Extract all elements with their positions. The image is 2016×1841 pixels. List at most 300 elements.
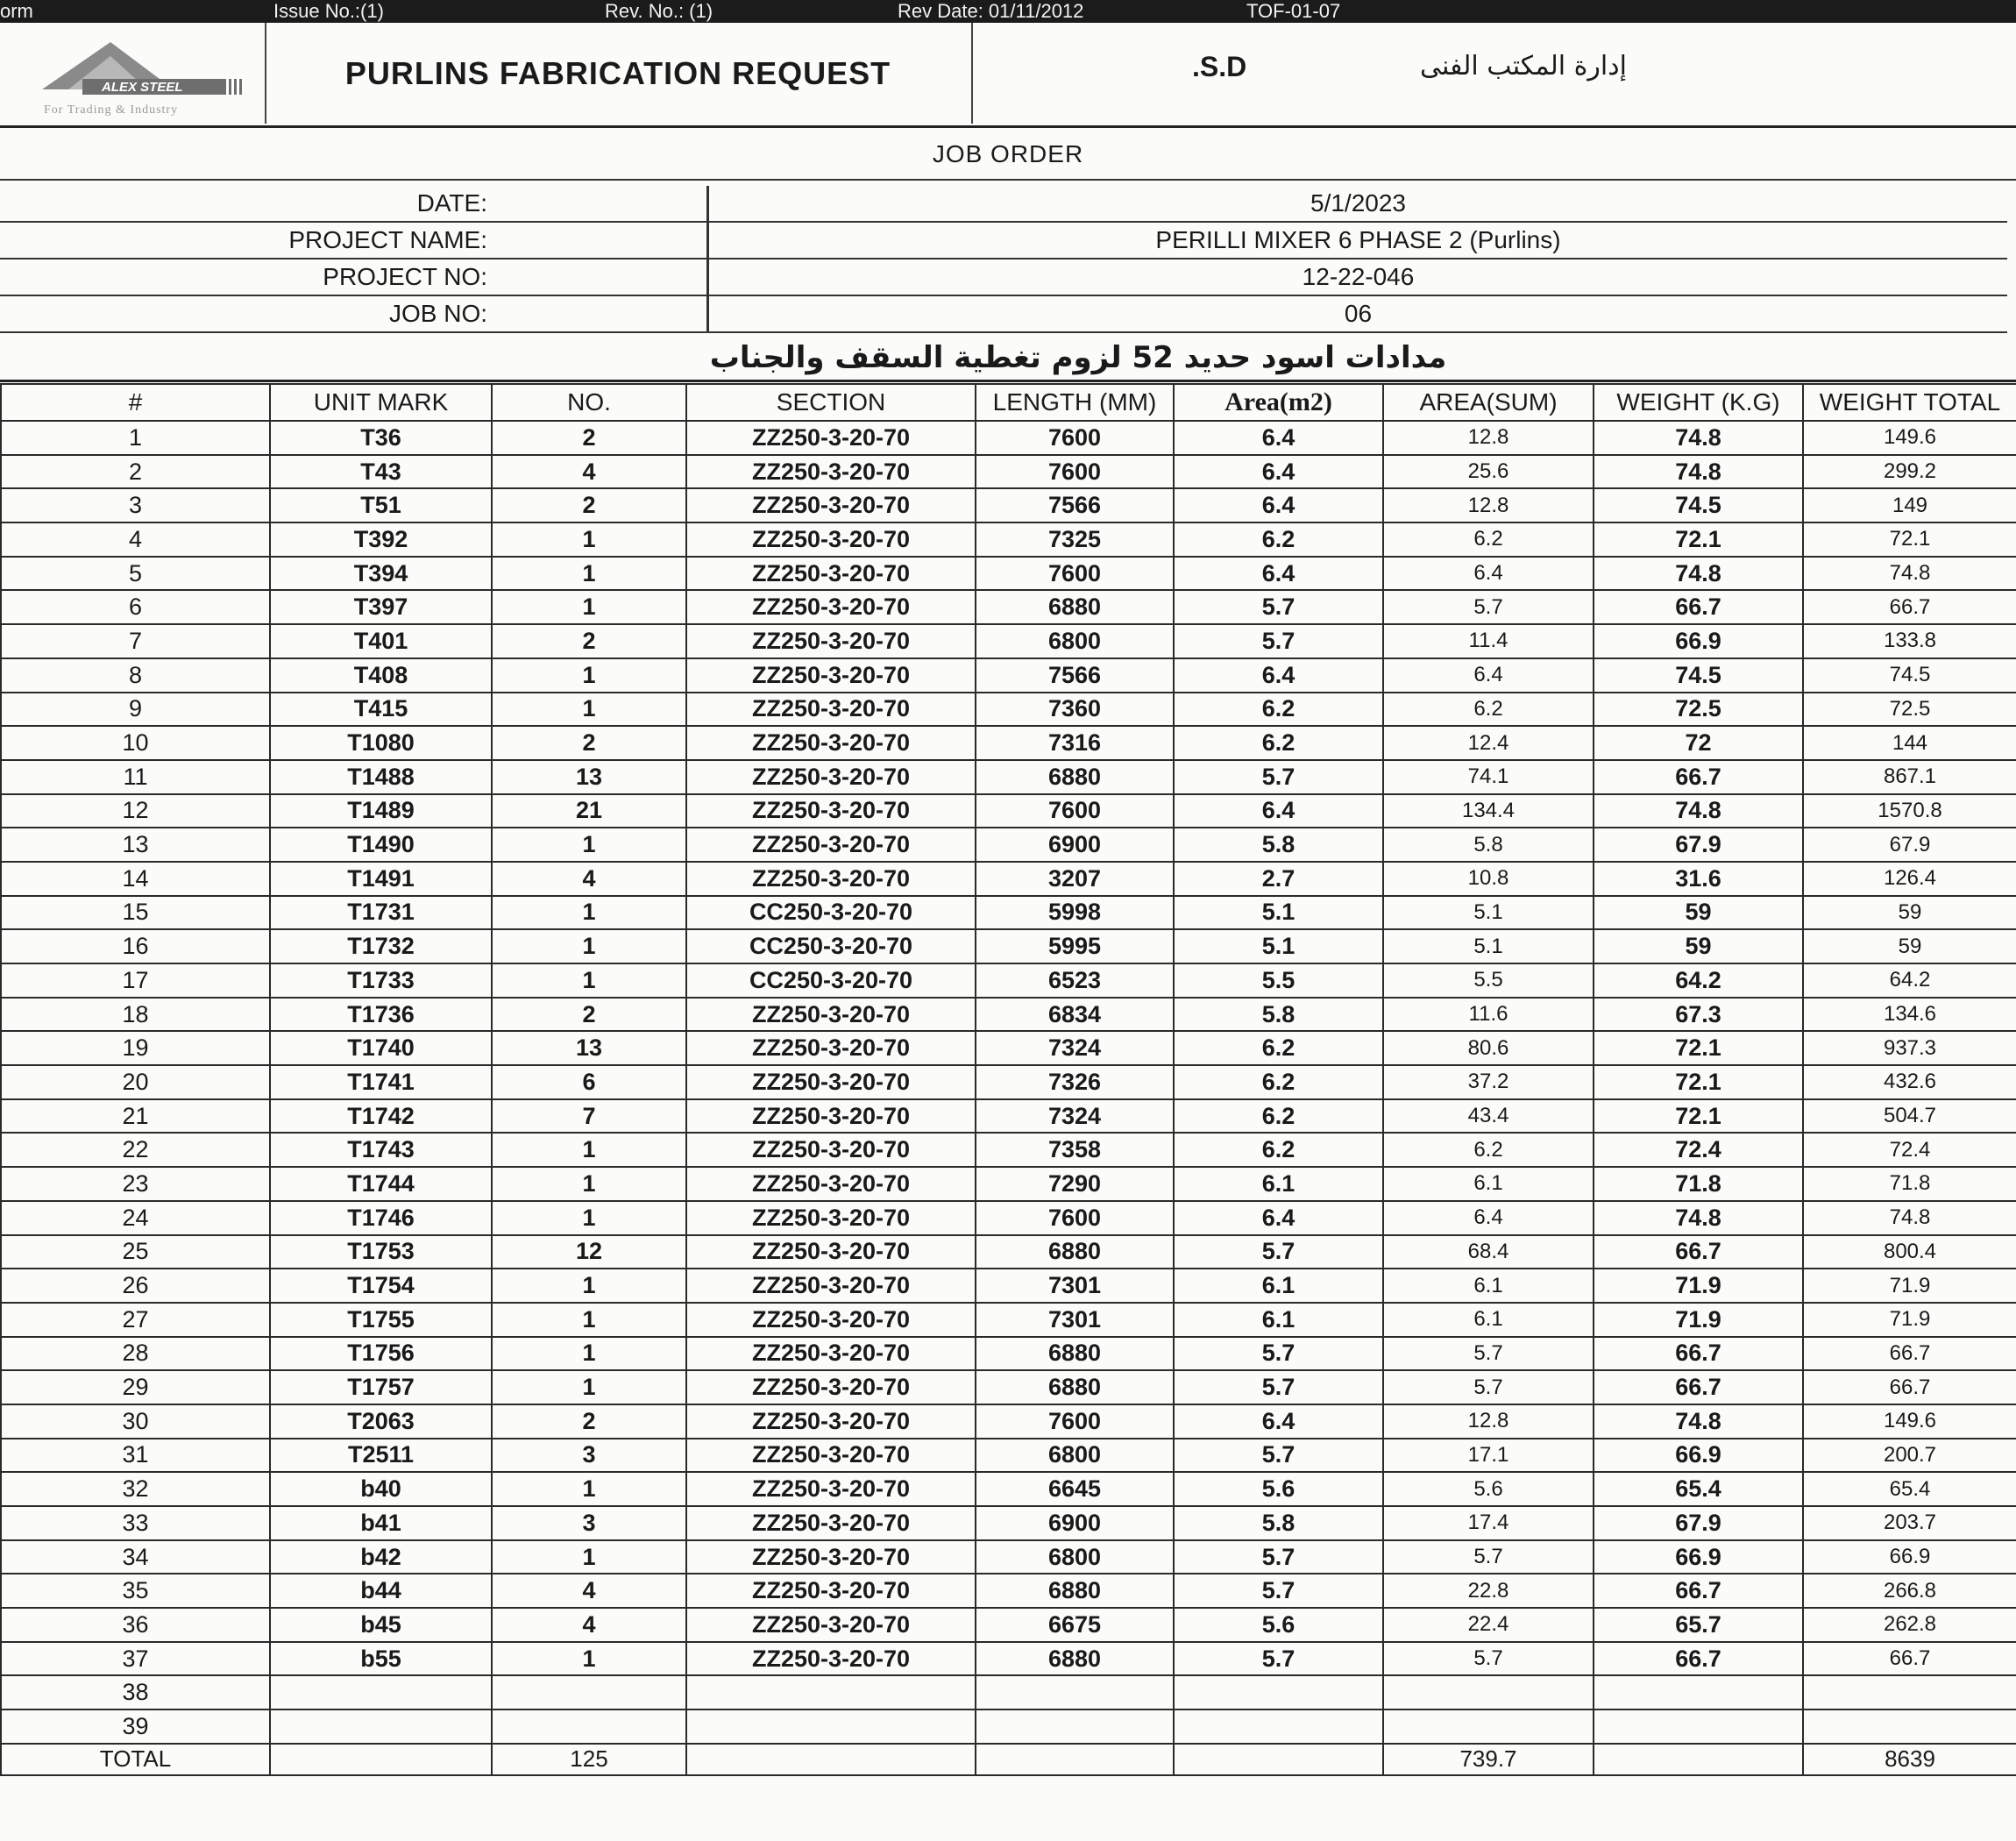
area-m2-cell: 6.4 [1174, 421, 1383, 455]
section-cell [686, 1675, 976, 1710]
table-row [1, 963, 2016, 998]
quantity-cell: 2 [492, 998, 686, 1032]
row-number-cell: 23 [1, 1167, 270, 1201]
total-cell [686, 1744, 976, 1775]
weight-total-cell: 74.8 [1803, 1201, 2016, 1235]
length-mm-cell: 7566 [976, 488, 1174, 522]
row-number-cell: 17 [1, 963, 270, 998]
area-sum-cell: 6.1 [1383, 1303, 1594, 1337]
section-cell: ZZ250-3-20-70 [686, 1235, 976, 1269]
weight-kg-cell: 74.8 [1594, 794, 1803, 828]
area-sum-cell: 12.8 [1383, 1404, 1594, 1439]
section-cell: ZZ250-3-20-70 [686, 1540, 976, 1574]
area-sum-cell: 22.4 [1383, 1608, 1594, 1642]
revision-number: Rev. No.: (1) [605, 0, 713, 22]
unit-mark-cell: T1732 [270, 929, 492, 963]
row-number-cell: 11 [1, 760, 270, 794]
weight-kg-cell [1594, 1710, 1803, 1744]
area-sum-cell: 12.8 [1383, 488, 1594, 522]
total-row [1, 1744, 2016, 1775]
length-mm-cell: 7360 [976, 693, 1174, 727]
issue-number: Issue No.:(1) [273, 0, 384, 22]
section-cell: ZZ250-3-20-70 [686, 1370, 976, 1404]
row-number-cell: 5 [1, 557, 270, 591]
unit-mark-cell: T1757 [270, 1370, 492, 1404]
quantity-cell: 7 [492, 1099, 686, 1134]
section-cell: ZZ250-3-20-70 [686, 421, 976, 455]
weight-kg-cell: 66.7 [1594, 1337, 1803, 1371]
length-mm-cell: 3207 [976, 862, 1174, 896]
row-number-cell: 15 [1, 896, 270, 930]
quantity-cell: 1 [492, 658, 686, 693]
quantity-cell [492, 1710, 686, 1744]
area-m2-cell: 5.8 [1174, 828, 1383, 862]
weight-kg-cell: 72 [1594, 726, 1803, 760]
quantity-cell: 1 [492, 522, 686, 557]
section-cell: ZZ250-3-20-70 [686, 1337, 976, 1371]
length-mm-cell: 7600 [976, 557, 1174, 591]
row-number-cell: 6 [1, 590, 270, 624]
weight-kg-cell: 66.7 [1594, 1235, 1803, 1269]
unit-mark-cell: b42 [270, 1540, 492, 1574]
area-sum-cell: 11.4 [1383, 624, 1594, 658]
quantity-cell: 1 [492, 896, 686, 930]
weight-kg-cell: 74.8 [1594, 557, 1803, 591]
weight-kg-cell: 72.4 [1594, 1133, 1803, 1167]
area-m2-cell: 5.6 [1174, 1472, 1383, 1506]
section-cell: ZZ250-3-20-70 [686, 1099, 976, 1134]
weight-kg-cell: 66.7 [1594, 1370, 1803, 1404]
department-name: إدارة المكتب الفنى [1420, 51, 1627, 82]
table-row [1, 557, 2016, 591]
section-cell: ZZ250-3-20-70 [686, 1133, 976, 1167]
area-m2-cell: 5.7 [1174, 760, 1383, 794]
column-header: WEIGHT (K.G) [1594, 384, 1803, 421]
total-cell [1174, 1744, 1383, 1775]
table-row [1, 1269, 2016, 1303]
area-sum-cell: 11.6 [1383, 998, 1594, 1032]
document-title: PURLINS FABRICATION REQUEST [265, 23, 973, 124]
row-number-cell: 27 [1, 1303, 270, 1337]
weight-total-cell: 74.5 [1803, 658, 2016, 693]
section-cell: ZZ250-3-20-70 [686, 1404, 976, 1439]
length-mm-cell: 6900 [976, 1506, 1174, 1540]
unit-mark-cell [270, 1710, 492, 1744]
weight-total-cell: 504.7 [1803, 1099, 2016, 1134]
table-row [1, 1540, 2016, 1574]
total-cell: 125 [492, 1744, 686, 1775]
length-mm-cell: 6880 [976, 1642, 1174, 1676]
total-cell: 8639 [1803, 1744, 2016, 1775]
info-label: JOB NO: [0, 295, 708, 332]
unit-mark-cell: T408 [270, 658, 492, 693]
length-mm-cell: 7600 [976, 455, 1174, 489]
length-mm-cell: 7316 [976, 726, 1174, 760]
table-row [1, 862, 2016, 896]
total-cell: 739.7 [1383, 1744, 1594, 1775]
table-row [1, 794, 2016, 828]
section-cell: ZZ250-3-20-70 [686, 1439, 976, 1473]
row-number-cell: 35 [1, 1574, 270, 1608]
table-row [1, 522, 2016, 557]
quantity-cell: 1 [492, 590, 686, 624]
weight-total-cell: 66.9 [1803, 1540, 2016, 1574]
weight-kg-cell: 72.1 [1594, 1099, 1803, 1134]
quantity-cell: 1 [492, 1337, 686, 1371]
length-mm-cell: 6675 [976, 1608, 1174, 1642]
unit-mark-cell: T1080 [270, 726, 492, 760]
area-m2-cell: 6.2 [1174, 1065, 1383, 1099]
table-row [1, 929, 2016, 963]
unit-mark-cell: T394 [270, 557, 492, 591]
area-sum-cell: 5.6 [1383, 1472, 1594, 1506]
area-m2-cell: 6.1 [1174, 1269, 1383, 1303]
quantity-cell: 1 [492, 963, 686, 998]
row-number-cell: 10 [1, 726, 270, 760]
length-mm-cell: 7325 [976, 522, 1174, 557]
area-sum-cell: 5.7 [1383, 1540, 1594, 1574]
area-sum-cell [1383, 1710, 1594, 1744]
area-sum-cell: 6.4 [1383, 658, 1594, 693]
form-code: TOF-01-07 [1246, 0, 1341, 22]
info-label: PROJECT NAME: [0, 222, 708, 259]
info-label: PROJECT NO: [0, 259, 708, 295]
weight-total-cell: 126.4 [1803, 862, 2016, 896]
area-sum-cell: 17.4 [1383, 1506, 1594, 1540]
length-mm-cell: 7301 [976, 1269, 1174, 1303]
length-mm-cell: 6880 [976, 760, 1174, 794]
length-mm-cell: 7566 [976, 658, 1174, 693]
table-row [1, 1404, 2016, 1439]
row-number-cell: 7 [1, 624, 270, 658]
area-sum-cell: 6.4 [1383, 1201, 1594, 1235]
table-row [1, 1167, 2016, 1201]
weight-total-cell: 66.7 [1803, 1370, 2016, 1404]
weight-total-cell: 149.6 [1803, 1404, 2016, 1439]
area-m2-cell: 5.7 [1174, 1439, 1383, 1473]
length-mm-cell: 5998 [976, 896, 1174, 930]
quantity-cell: 4 [492, 1608, 686, 1642]
quantity-cell: 3 [492, 1439, 686, 1473]
section-cell: ZZ250-3-20-70 [686, 455, 976, 489]
weight-kg-cell: 74.5 [1594, 658, 1803, 693]
table-row [1, 1201, 2016, 1235]
row-number-cell: 32 [1, 1472, 270, 1506]
row-number-cell: 31 [1, 1439, 270, 1473]
quantity-cell: 1 [492, 1269, 686, 1303]
unit-mark-cell: T1742 [270, 1099, 492, 1134]
unit-mark-cell: b55 [270, 1642, 492, 1676]
table-row [1, 1642, 2016, 1676]
document-header [0, 23, 2016, 128]
row-number-cell: 25 [1, 1235, 270, 1269]
quantity-cell [492, 1675, 686, 1710]
length-mm-cell: 6880 [976, 1337, 1174, 1371]
weight-total-cell: 71.8 [1803, 1167, 2016, 1201]
weight-total-cell: 59 [1803, 896, 2016, 930]
section-cell: CC250-3-20-70 [686, 963, 976, 998]
area-m2-cell: 5.8 [1174, 1506, 1383, 1540]
total-cell: TOTAL [1, 1744, 270, 1775]
weight-kg-cell: 66.7 [1594, 1574, 1803, 1608]
unit-mark-cell: T1753 [270, 1235, 492, 1269]
area-m2-cell: 6.4 [1174, 658, 1383, 693]
row-number-cell: 16 [1, 929, 270, 963]
area-m2-cell: 5.7 [1174, 590, 1383, 624]
section-cell: ZZ250-3-20-70 [686, 1065, 976, 1099]
unit-mark-cell: T1736 [270, 998, 492, 1032]
weight-kg-cell: 66.7 [1594, 590, 1803, 624]
area-sum-cell: 5.5 [1383, 963, 1594, 998]
weight-kg-cell: 72.5 [1594, 693, 1803, 727]
table-row [1, 1574, 2016, 1608]
weight-kg-cell: 72.1 [1594, 1031, 1803, 1065]
quantity-cell: 3 [492, 1506, 686, 1540]
table-row [1, 455, 2016, 489]
table-row [1, 590, 2016, 624]
length-mm-cell: 7600 [976, 1404, 1174, 1439]
section-cell: ZZ250-3-20-70 [686, 522, 976, 557]
area-m2-cell: 5.7 [1174, 1574, 1383, 1608]
logo-subtitle: For Trading & Industry [44, 103, 179, 117]
row-number-cell: 12 [1, 794, 270, 828]
quantity-cell: 1 [492, 1540, 686, 1574]
area-sum-cell: 6.2 [1383, 693, 1594, 727]
section-cell: ZZ250-3-20-70 [686, 557, 976, 591]
table-row [1, 1710, 2016, 1744]
weight-total-cell: 59 [1803, 929, 2016, 963]
area-m2-cell: 6.2 [1174, 1099, 1383, 1134]
weight-kg-cell: 66.9 [1594, 1540, 1803, 1574]
unit-mark-cell: T51 [270, 488, 492, 522]
column-header: LENGTH (MM) [976, 384, 1174, 421]
table-row [1, 1099, 2016, 1134]
unit-mark-cell: b45 [270, 1608, 492, 1642]
area-m2-cell: 6.4 [1174, 557, 1383, 591]
info-row [0, 186, 2007, 222]
weight-total-cell: 203.7 [1803, 1506, 2016, 1540]
table-row [1, 693, 2016, 727]
weight-kg-cell: 59 [1594, 896, 1803, 930]
area-m2-cell: 5.7 [1174, 1235, 1383, 1269]
quantity-cell: 1 [492, 693, 686, 727]
area-m2-cell: 5.5 [1174, 963, 1383, 998]
row-number-cell: 3 [1, 488, 270, 522]
unit-mark-cell: T1754 [270, 1269, 492, 1303]
unit-mark-cell: b40 [270, 1472, 492, 1506]
section-cell: ZZ250-3-20-70 [686, 1642, 976, 1676]
unit-mark-cell: T1743 [270, 1133, 492, 1167]
table-row [1, 998, 2016, 1032]
table-row [1, 1370, 2016, 1404]
section-cell: ZZ250-3-20-70 [686, 794, 976, 828]
table-row [1, 828, 2016, 862]
length-mm-cell: 7326 [976, 1065, 1174, 1099]
weight-kg-cell: 65.7 [1594, 1608, 1803, 1642]
section-cell: ZZ250-3-20-70 [686, 1506, 976, 1540]
weight-total-cell: 64.2 [1803, 963, 2016, 998]
table-row [1, 726, 2016, 760]
column-header: AREA(SUM) [1383, 384, 1594, 421]
weight-kg-cell: 74.8 [1594, 455, 1803, 489]
table-row [1, 1065, 2016, 1099]
row-number-cell: 24 [1, 1201, 270, 1235]
area-m2-cell: 5.7 [1174, 1540, 1383, 1574]
length-mm-cell [976, 1710, 1174, 1744]
area-m2-cell: 6.4 [1174, 1201, 1383, 1235]
info-row [0, 295, 2007, 332]
row-number-cell: 1 [1, 421, 270, 455]
job-order-heading: JOB ORDER [0, 130, 2016, 181]
info-value: PERILLI MIXER 6 PHASE 2 (Purlins) [708, 222, 2008, 259]
area-sum-cell: 5.7 [1383, 590, 1594, 624]
table-row [1, 1608, 2016, 1642]
section-cell: CC250-3-20-70 [686, 929, 976, 963]
weight-kg-cell: 67.9 [1594, 1506, 1803, 1540]
section-cell: CC250-3-20-70 [686, 896, 976, 930]
weight-total-cell: 72.5 [1803, 693, 2016, 727]
weight-total-cell: 299.2 [1803, 455, 2016, 489]
section-cell: ZZ250-3-20-70 [686, 1608, 976, 1642]
weight-kg-cell: 71.9 [1594, 1303, 1803, 1337]
area-m2-cell: 2.7 [1174, 862, 1383, 896]
unit-mark-cell: T397 [270, 590, 492, 624]
table-row [1, 1031, 2016, 1065]
weight-total-cell: 67.9 [1803, 828, 2016, 862]
row-number-cell: 22 [1, 1133, 270, 1167]
table-row [1, 1133, 2016, 1167]
length-mm-cell: 6880 [976, 590, 1174, 624]
weight-kg-cell: 31.6 [1594, 862, 1803, 896]
table-row [1, 1675, 2016, 1710]
column-header: # [1, 384, 270, 421]
unit-mark-cell: T1491 [270, 862, 492, 896]
table-row [1, 1439, 2016, 1473]
length-mm-cell: 5995 [976, 929, 1174, 963]
weight-total-cell: 200.7 [1803, 1439, 2016, 1473]
area-m2-cell [1174, 1675, 1383, 1710]
quantity-cell: 2 [492, 726, 686, 760]
table-row [1, 1235, 2016, 1269]
area-m2-cell: 5.7 [1174, 624, 1383, 658]
info-row [0, 259, 2007, 295]
length-mm-cell: 6880 [976, 1574, 1174, 1608]
row-number-cell: 34 [1, 1540, 270, 1574]
section-cell: ZZ250-3-20-70 [686, 693, 976, 727]
length-mm-cell: 7600 [976, 794, 1174, 828]
unit-mark-cell: b41 [270, 1506, 492, 1540]
unit-mark-cell: T43 [270, 455, 492, 489]
table-row [1, 760, 2016, 794]
area-sum-cell: 5.1 [1383, 896, 1594, 930]
length-mm-cell: 6880 [976, 1370, 1174, 1404]
length-mm-cell: 6880 [976, 1235, 1174, 1269]
unit-mark-cell: T392 [270, 522, 492, 557]
quantity-cell: 6 [492, 1065, 686, 1099]
quantity-cell: 1 [492, 1303, 686, 1337]
weight-total-cell: 432.6 [1803, 1065, 2016, 1099]
purlins-table [0, 383, 2016, 1776]
info-value: 06 [708, 295, 2008, 332]
weight-total-cell: 74.8 [1803, 557, 2016, 591]
unit-mark-cell: T1490 [270, 828, 492, 862]
area-sum-cell: 10.8 [1383, 862, 1594, 896]
weight-total-cell: 1570.8 [1803, 794, 2016, 828]
unit-mark-cell: T1733 [270, 963, 492, 998]
unit-mark-cell: T1741 [270, 1065, 492, 1099]
weight-kg-cell: 66.9 [1594, 1439, 1803, 1473]
row-number-cell: 39 [1, 1710, 270, 1744]
weight-total-cell: 71.9 [1803, 1303, 2016, 1337]
job-info-table [0, 186, 2007, 333]
weight-total-cell: 66.7 [1803, 590, 2016, 624]
area-sum-cell: 17.1 [1383, 1439, 1594, 1473]
area-sum-cell: 134.4 [1383, 794, 1594, 828]
area-sum-cell: 5.8 [1383, 828, 1594, 862]
weight-total-cell: 72.4 [1803, 1133, 2016, 1167]
total-cell [1594, 1744, 1803, 1775]
weight-total-cell: 262.8 [1803, 1608, 2016, 1642]
length-mm-cell: 6523 [976, 963, 1174, 998]
weight-total-cell [1803, 1710, 2016, 1744]
row-number-cell: 8 [1, 658, 270, 693]
weight-total-cell: 72.1 [1803, 522, 2016, 557]
section-cell: ZZ250-3-20-70 [686, 1269, 976, 1303]
table-header-row [1, 384, 2016, 421]
section-cell: ZZ250-3-20-70 [686, 590, 976, 624]
unit-mark-cell: T36 [270, 421, 492, 455]
quantity-cell: 2 [492, 624, 686, 658]
weight-total-cell: 149 [1803, 488, 2016, 522]
table-row [1, 896, 2016, 930]
quantity-cell: 2 [492, 488, 686, 522]
length-mm-cell [976, 1675, 1174, 1710]
area-m2-cell: 5.7 [1174, 1337, 1383, 1371]
table-row [1, 1506, 2016, 1540]
area-m2-cell: 6.2 [1174, 1031, 1383, 1065]
weight-total-cell: 937.3 [1803, 1031, 2016, 1065]
quantity-cell: 1 [492, 1472, 686, 1506]
row-number-cell: 13 [1, 828, 270, 862]
quantity-cell: 1 [492, 1133, 686, 1167]
area-sum-cell: 6.1 [1383, 1269, 1594, 1303]
table-row [1, 421, 2016, 455]
row-number-cell: 28 [1, 1337, 270, 1371]
area-sum-cell: 74.1 [1383, 760, 1594, 794]
weight-total-cell: 133.8 [1803, 624, 2016, 658]
area-m2-cell: 6.2 [1174, 1133, 1383, 1167]
row-number-cell: 20 [1, 1065, 270, 1099]
area-sum-cell [1383, 1675, 1594, 1710]
area-m2-cell: 5.7 [1174, 1642, 1383, 1676]
section-cell: ZZ250-3-20-70 [686, 726, 976, 760]
unit-mark-cell: T1731 [270, 896, 492, 930]
section-cell: ZZ250-3-20-70 [686, 624, 976, 658]
weight-kg-cell [1594, 1675, 1803, 1710]
row-number-cell: 33 [1, 1506, 270, 1540]
weight-kg-cell: 67.3 [1594, 998, 1803, 1032]
area-m2-cell: 6.4 [1174, 794, 1383, 828]
column-header: Area(m2) [1174, 384, 1383, 421]
section-cell: ZZ250-3-20-70 [686, 998, 976, 1032]
table-row [1, 1337, 2016, 1371]
form-label: orm [0, 0, 33, 22]
area-sum-cell: 37.2 [1383, 1065, 1594, 1099]
weight-total-cell: 66.7 [1803, 1642, 2016, 1676]
unit-mark-cell: T2063 [270, 1404, 492, 1439]
length-mm-cell: 6900 [976, 828, 1174, 862]
weight-kg-cell: 66.7 [1594, 1642, 1803, 1676]
